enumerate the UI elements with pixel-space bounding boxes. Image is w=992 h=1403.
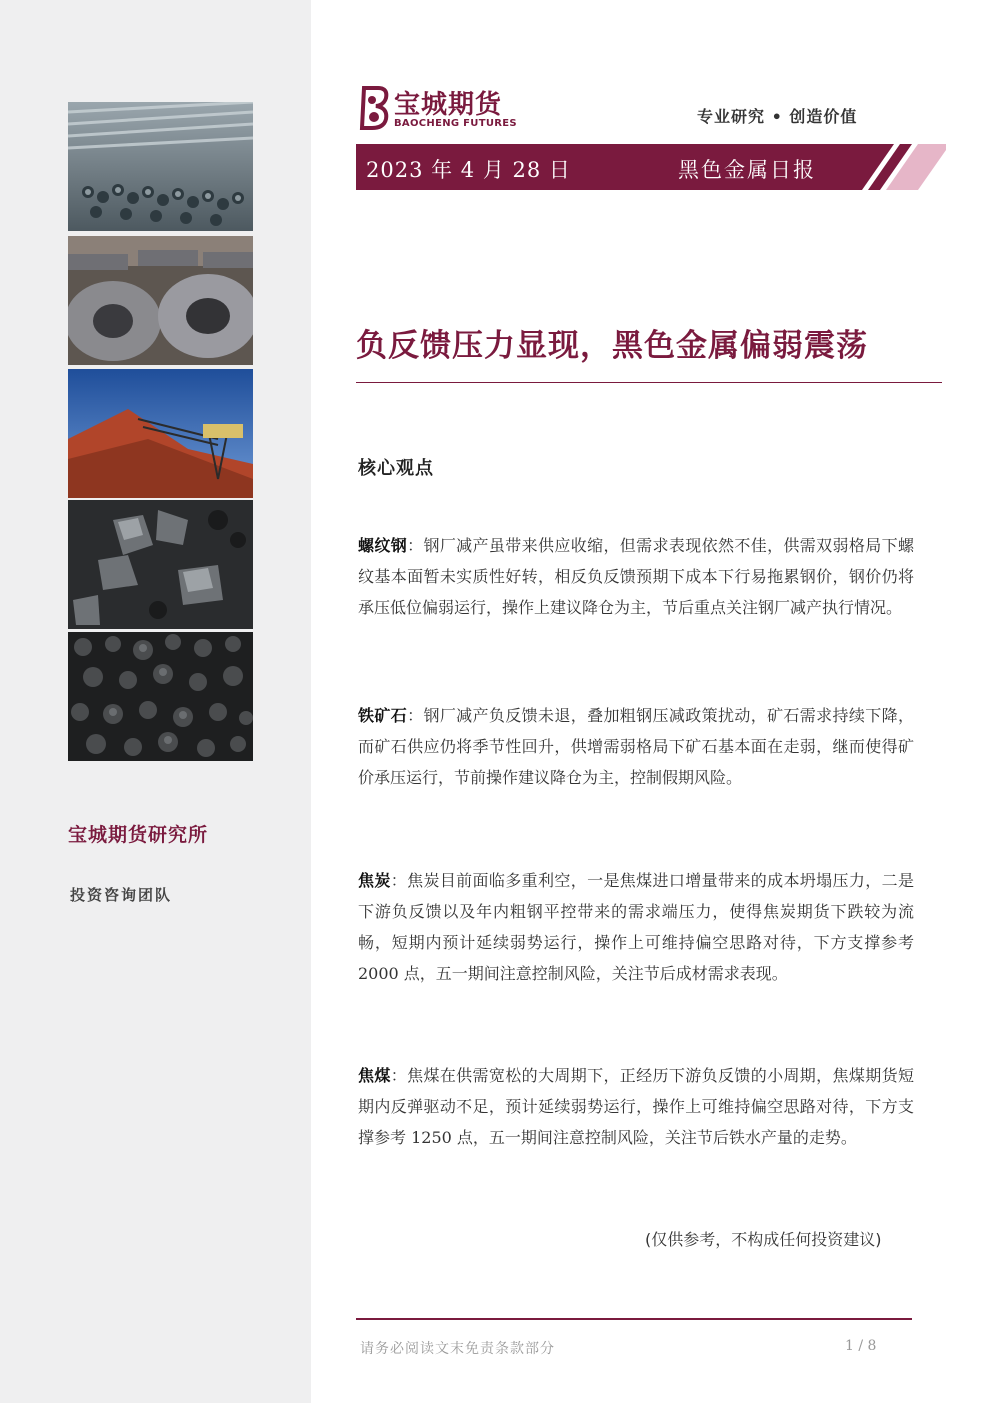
logo-chinese-name: 宝城期货 bbox=[394, 90, 503, 120]
page-number: 1 / 8 bbox=[845, 1338, 877, 1354]
point-text: ：钢厂减产负反馈未退，叠加粗钢压减政策扰动，矿石需求持续下降，而矿石供应仍将季节性回升，供增需弱格局下矿石基本面在走弱，继而使得矿价承压运行，节前操作建议降仓为主，控制假期风险。 bbox=[358, 706, 914, 787]
point-text: ：焦煤在供需宽松的大周期下，正经历下游负反馈的小周期，焦煤期货短期内反弹驱动不足，预计延续弱势运行，操作上可维持偏空思路对待，下方支撑参考 1250 点，五一期间注意控制风险，关注节后铁水产量的走势。 bbox=[358, 1066, 914, 1147]
iron-ore-lumps-photo bbox=[68, 500, 253, 629]
report-headline: 负反馈压力显现，黑色金属偏弱震荡 bbox=[356, 328, 868, 364]
point-rebar bbox=[358, 530, 914, 623]
report-type: 黑色金属日报 bbox=[678, 158, 816, 182]
point-iron-ore bbox=[358, 700, 914, 793]
company-logo bbox=[356, 84, 526, 132]
iron-ore-stacker-photo bbox=[68, 369, 253, 498]
steel-coil-photo bbox=[68, 236, 253, 365]
rebar-photo bbox=[68, 102, 253, 231]
research-team-name: 投资咨询团队 bbox=[70, 886, 173, 904]
point-text: ：钢厂减产虽带来供应收缩，但需求表现依然不佳，供需双弱格局下螺纹基本面暂未实质性好转，相反负反馈预期下成本下行易拖累钢价，钢价仍将承压低位偏弱运行，操作上建议降仓为主，节后重点关注钢厂减产执行情况。 bbox=[358, 536, 914, 617]
coke-photo bbox=[68, 632, 253, 761]
point-text: ：焦炭目前面临多重利空，一是焦煤进口增量带来的成本坍塌压力，二是下游负反馈以及年内粗钢平控带来的需求端压力，使得焦炭期货下跌较为流畅，短期内预计延续弱势运行，操作上可维持偏空思路对待，下方支撑参考 2000 点，五一期间注意控制风险，关注节后成材需求表现。 bbox=[358, 871, 914, 983]
point-term: 焦煤 bbox=[358, 1066, 391, 1085]
logo-english-name: BAOCHENG FUTURES bbox=[394, 118, 517, 129]
point-coking-coal bbox=[358, 1060, 914, 1153]
point-term: 焦炭 bbox=[358, 871, 391, 890]
report-date: 2023 年 4 月 28 日 bbox=[366, 158, 571, 182]
point-term: 螺纹钢 bbox=[358, 536, 408, 555]
date-banner bbox=[356, 144, 946, 190]
section-title: 核心观点 bbox=[358, 458, 434, 479]
footer-notice: 请务必阅读文末免责条款部分 bbox=[360, 1341, 555, 1357]
research-institute-name: 宝城期货研究所 bbox=[68, 824, 209, 846]
investment-disclaimer: (仅供参考，不构成任何投资建议) bbox=[645, 1230, 882, 1249]
point-term: 铁矿石 bbox=[358, 706, 408, 725]
footer-divider bbox=[356, 1318, 912, 1320]
point-coke bbox=[358, 865, 914, 989]
sidebar bbox=[0, 0, 311, 1403]
baocheng-logo-icon bbox=[356, 84, 390, 132]
company-slogan: 专业研究 • 创造价值 bbox=[697, 107, 858, 126]
headline-divider bbox=[356, 382, 942, 383]
